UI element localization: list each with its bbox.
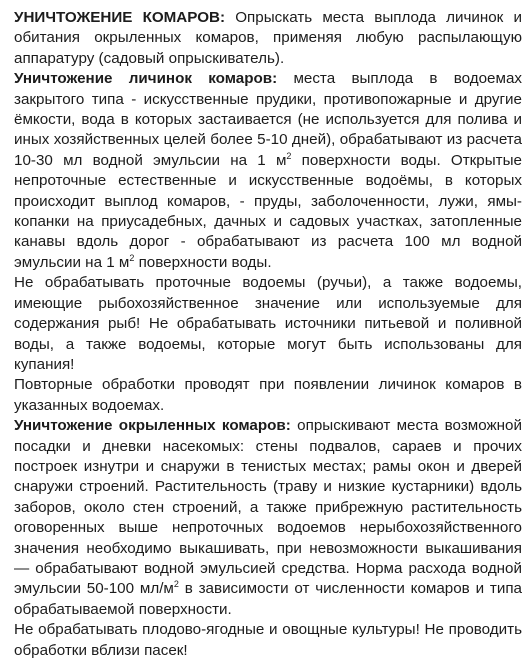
text-mosquito-control: Опрыскать места выплода личинок и обитания окрыленных комаров, применяя любую распылающую аппаратуру (садовый опрыскиватель). [14,9,522,67]
paragraph-mosquito-control [14,8,522,69]
text-larvae-closed-ponds: места выплода в водоемах закрытого типа - искусственные прудики, противопожарные и другие ёмкости, вода в которых застаивается (не используется для полива и иных хозяйственных целей более 5-10 дней), обрабатывают из расчета 10-30 мл водной эмульсии на 1 м [14,70,522,169]
heading-larvae-control: Уничтожение личинок комаров: [14,70,278,88]
superscript-square: 2 [173,579,179,590]
text-larvae-water-surface: поверхности воды. [134,253,272,271]
heading-mosquito-control: УНИЧТОЖЕНИЕ КОМАРОВ: [14,9,226,26]
paragraph-larvae-control [14,69,522,273]
superscript-square: 2 [286,150,292,161]
text-adult-control: опрыскивают места возможной посадки и дневки насекомых: стены подвалов, сараев и прочих построек изнутри и снаружи в тенистых местах; рамы окон и дверей снаружи строений. Растительность (траву и низкие кустарники) вдоль заборов, около стен строений, а также прибрежную растительность оговоренных выше непроточных водоемов нерыбохозяйственного значения необходимо выкашивать, при невозможности выкашивания — обрабатывают водной эмульсией средства. Норма расхода водной эмульсии 50-100 мл/м [14,417,522,598]
paragraph-adult-control [14,416,522,620]
paragraph-warning-water: Не обрабатывать проточные водоемы (ручьи), а также водоемы, имеющие рыбохозяйственное значение или используемые для содержания рыб! Не обрабатывать источники питьевой и поливной воды, а также водоемы, которые могут быть использованы для купания! [14,274,522,373]
paragraph-warning-crops: Не обрабатывать плодово-ягодные и овощные культуры! Не проводить обработки вблизи пасек! [14,621,522,659]
heading-adult-control: Уничтожение окрыленных комаров: [14,417,291,435]
text-larvae-open-ponds: поверхности воды. Открытые непроточные естественные и искусственные водоёмы, в которых происходит выплод комаров, - пруды, заболоченности, лужи, ямы-копанки на приусадебных, дачных и садовых участках, затопленные канавы вдоль дорог - обрабатывают из расчета 100 мл водной эмульсии на 1 м [14,151,522,271]
superscript-square: 2 [129,252,135,263]
paragraph-repeat-treatment: Повторные обработки проводят при появлении личинок комаров в указанных водоемах. [14,376,522,414]
text-adult-dependence: в зависимости от численности комаров и типа обрабатываемой поверхности. [14,580,522,618]
